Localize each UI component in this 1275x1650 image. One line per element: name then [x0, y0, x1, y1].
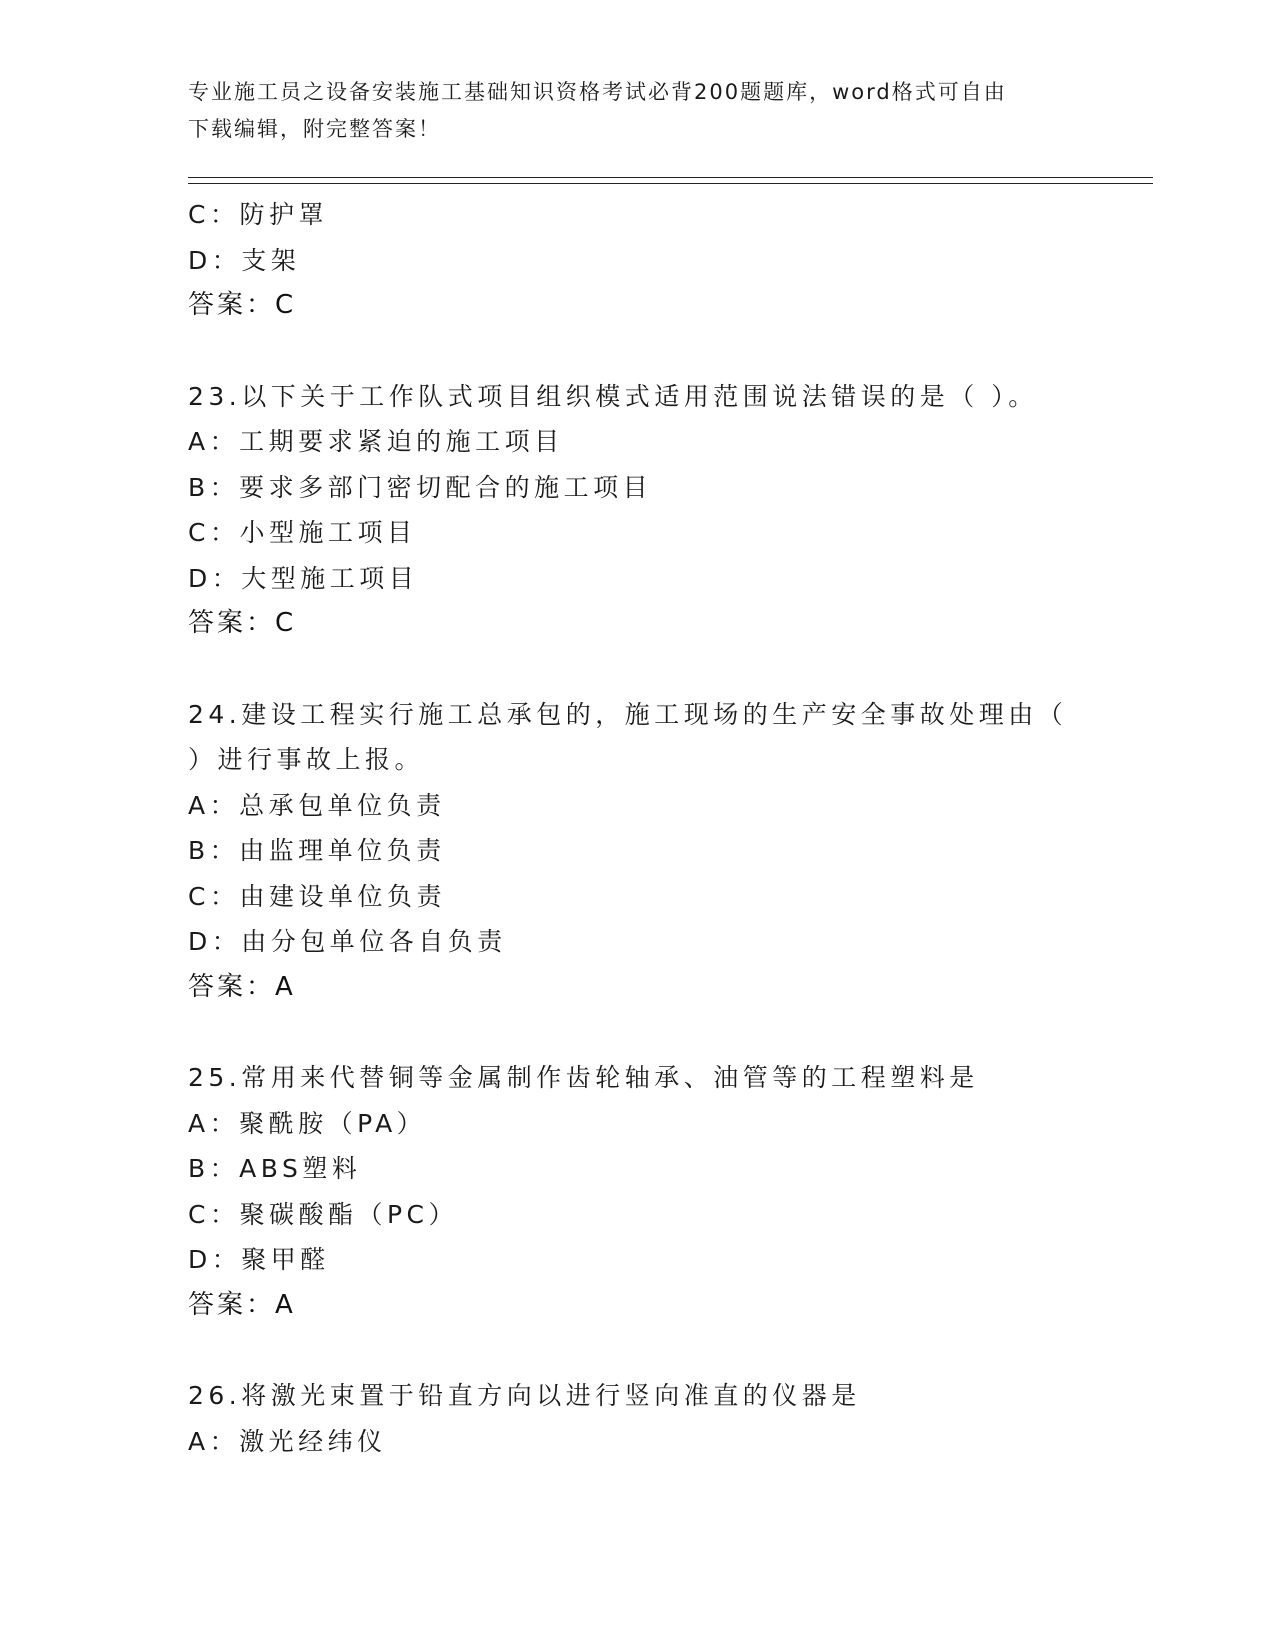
question-stem: 23.以下关于工作队式项目组织模式适用范围说法错误的是（ ）。 — [188, 381, 1038, 411]
spacer — [188, 1010, 1088, 1055]
question-23 — [188, 374, 1088, 647]
spacer — [188, 647, 1088, 692]
answer-line: 答案：C — [188, 290, 297, 320]
option-a: A：工期要求紧迫的施工项目 — [188, 427, 564, 456]
option-c: C：防护罩 — [188, 200, 328, 229]
answer-line: 答案：C — [188, 608, 297, 638]
option-d: D：聚甲醛 — [188, 1245, 330, 1274]
header-line-2: 下载编辑，附完整答案！ — [188, 117, 441, 141]
question-24 — [188, 692, 1088, 1011]
question-stem: 26.将激光束置于铅直方向以进行竖向准直的仪器是 — [188, 1381, 861, 1410]
option-d: D：支架 — [188, 245, 301, 275]
option-d: D：由分包单位各自负责 — [188, 927, 507, 956]
answer-line: 答案：A — [188, 971, 296, 1002]
question-stem-continued: ）进行事故上报。 — [188, 745, 425, 774]
option-c: C：聚碳酸酯（PC） — [188, 1199, 458, 1229]
option-b: B：ABS塑料 — [188, 1154, 362, 1183]
question-22-tail — [188, 192, 1088, 329]
question-26 — [188, 1373, 1088, 1464]
header-divider-bottom — [188, 183, 1153, 184]
option-c: C：小型施工项目 — [188, 518, 417, 547]
option-c: C：由建设单位负责 — [188, 881, 446, 911]
question-stem: 25.常用来代替铜等金属制作齿轮轴承、油管等的工程塑料是 — [188, 1063, 979, 1092]
option-d: D：大型施工项目 — [188, 563, 419, 593]
answer-line: 答案：A — [188, 1289, 296, 1320]
option-a: A：聚酰胺（PA） — [188, 1108, 427, 1138]
question-list — [188, 192, 1088, 1464]
question-stem: 24.建设工程实行施工总承包的，施工现场的生产安全事故处理由（ — [188, 699, 1068, 729]
question-25 — [188, 1055, 1088, 1328]
spacer — [188, 329, 1088, 374]
option-b: B：由监理单位负责 — [188, 836, 446, 865]
header-line-1: 专业施工员之设备安装施工基础知识资格考试必背200题题库，word格式可自由 — [188, 80, 1007, 104]
option-a: A：激光经纬仪 — [188, 1426, 387, 1456]
option-b: B：要求多部门密切配合的施工项目 — [188, 472, 653, 502]
header-divider-top — [188, 177, 1153, 178]
spacer — [188, 1328, 1088, 1373]
document-header — [188, 74, 1088, 148]
option-a: A：总承包单位负责 — [188, 790, 446, 820]
